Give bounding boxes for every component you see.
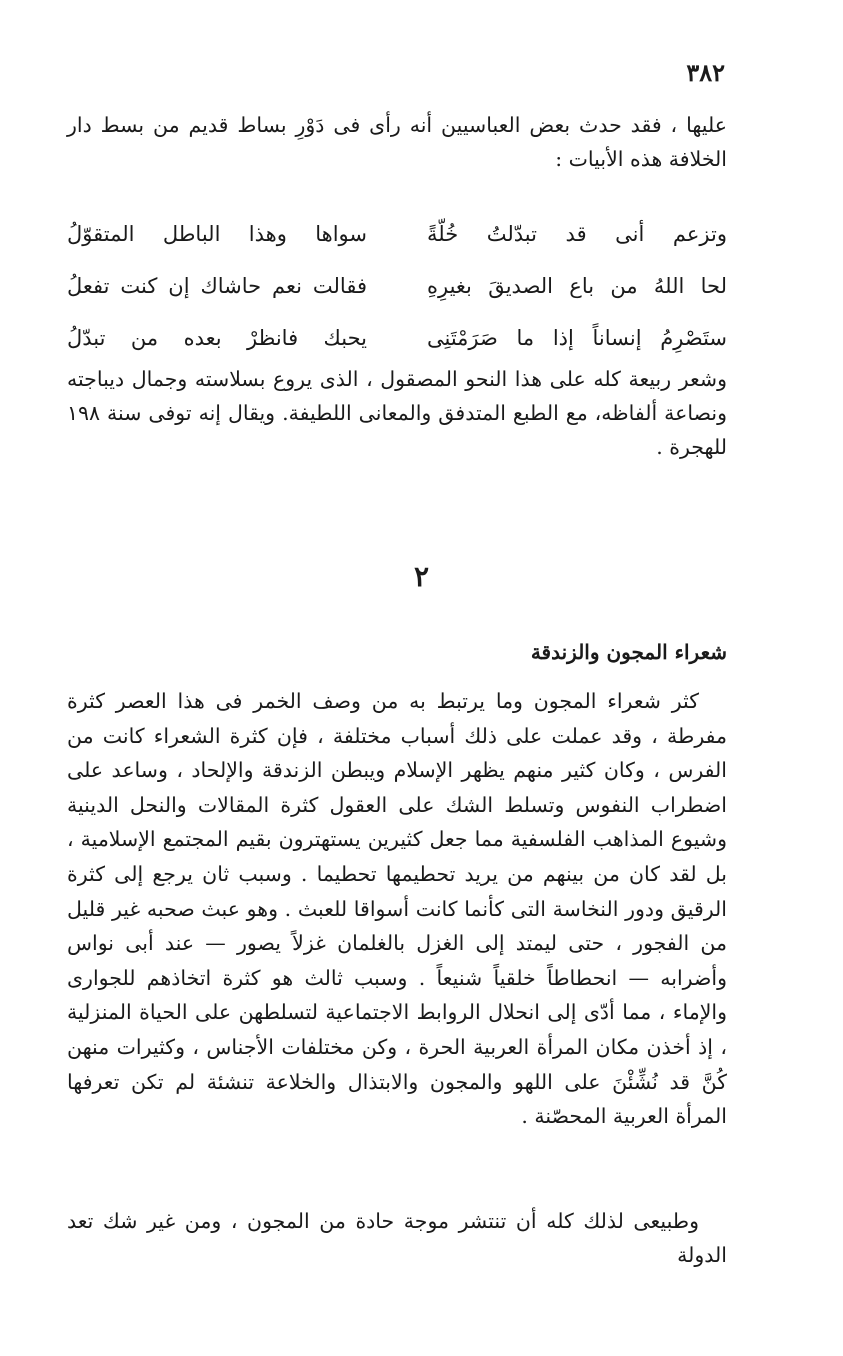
verse-second-hemistich: فقالت نعم حاشاك إن كنت تفعلُ <box>67 274 367 298</box>
poem-verse <box>67 312 727 364</box>
after-poem-paragraph: وشعر ربيعة كله على هذا النحو المصقول ، الذى يروع بسلاسته وجمال ديباجته ونصاعة ألفاظه، مع الطبع المتدفق والمعانى اللطيفة. ويقال إنه توفى سنة ١٩٨ للهجرة . <box>67 367 727 459</box>
section-number: ٢ <box>413 560 430 593</box>
verse-first-hemistich: وتزعم أنى قد تبدّلتُ خُلّةً <box>427 222 727 246</box>
section-title: شعراء المجون والزندقة <box>530 640 727 664</box>
body-text <box>67 684 727 1134</box>
verse-second-hemistich: سواها وهذا الباطل المتقوّلُ <box>67 222 367 246</box>
verse-first-hemistich: ستَصْرِمُ إنساناً إذا ما صَرَمْتَنِى <box>427 326 727 350</box>
body-paragraph: وطبيعى لذلك كله أن تنتشر موجة حادة من المجون ، ومن غير شك تعد الدولة <box>67 1209 727 1267</box>
intro-paragraph: عليها ، فقد حدث بعض العباسيين أنه رأى فى دَوْرِ بساط قديم من بسط دار الخلافة هذه الأبيات : <box>67 113 727 171</box>
poem <box>67 208 727 364</box>
poem-verse <box>67 208 727 260</box>
poem-verse <box>67 260 727 312</box>
verse-second-hemistich: يحبك فانظرْ بعده من تبدّلُ <box>67 326 367 350</box>
page-number: ٣٨٢ <box>686 58 725 87</box>
verse-first-hemistich: لحا اللهُ من باع الصديقَ بغيرِهِ <box>427 274 727 298</box>
closing-text <box>67 1204 727 1272</box>
body-paragraph: كثر شعراء المجون وما يرتبط به من وصف الخمر فى هذا العصر كثرة مفرطة ، وقد عملت على ذلك أسباب مختلفة ، فإن كثرة الشعراء كانت من الفرس ، وكان كثير منهم يظهر الإسلام ويبطن الزندقة والإلحاد ، وساعد على اضطراب النفوس وتسلط الشك على العقول كثرة المقالات والنحل الدينية وشيوع المذاهب الفلسفية مما جعل كثيرين يستهترون بقيم المجتمع الإسلامية ، بل لقد كان من بينهم من يريد تحطيمها تحطيما . وسبب ثان يرجع إلى كثرة الرقيق ودور النخاسة التى كأنما كانت أسواقا للعبث . وهو عبث صحبه غير قليل من الفجور ، حتى ليمتد إلى الغزل بالغلمان غزلاً يصور — عند أبى نواس وأضرابه — انحطاطاً خلقياً شنيعاً . وسبب ثالث هو كثرة اتخاذهم للجوارى والإماء ، مما أدّى إلى انحلال الروابط الاجتماعية لتسلطهن على الحياة المنزلية ، إذ أخذن مكان المرأة العربية الحرة ، وكن مختلفات الأجناس ، وكثيرات منهن كُنَّ قد نُشِّئْنَ على اللهو والمجون والابتذال والخلاعة تنشئة لم تكن تعرفها المرأة العربية المحصّنة . <box>67 689 727 1129</box>
